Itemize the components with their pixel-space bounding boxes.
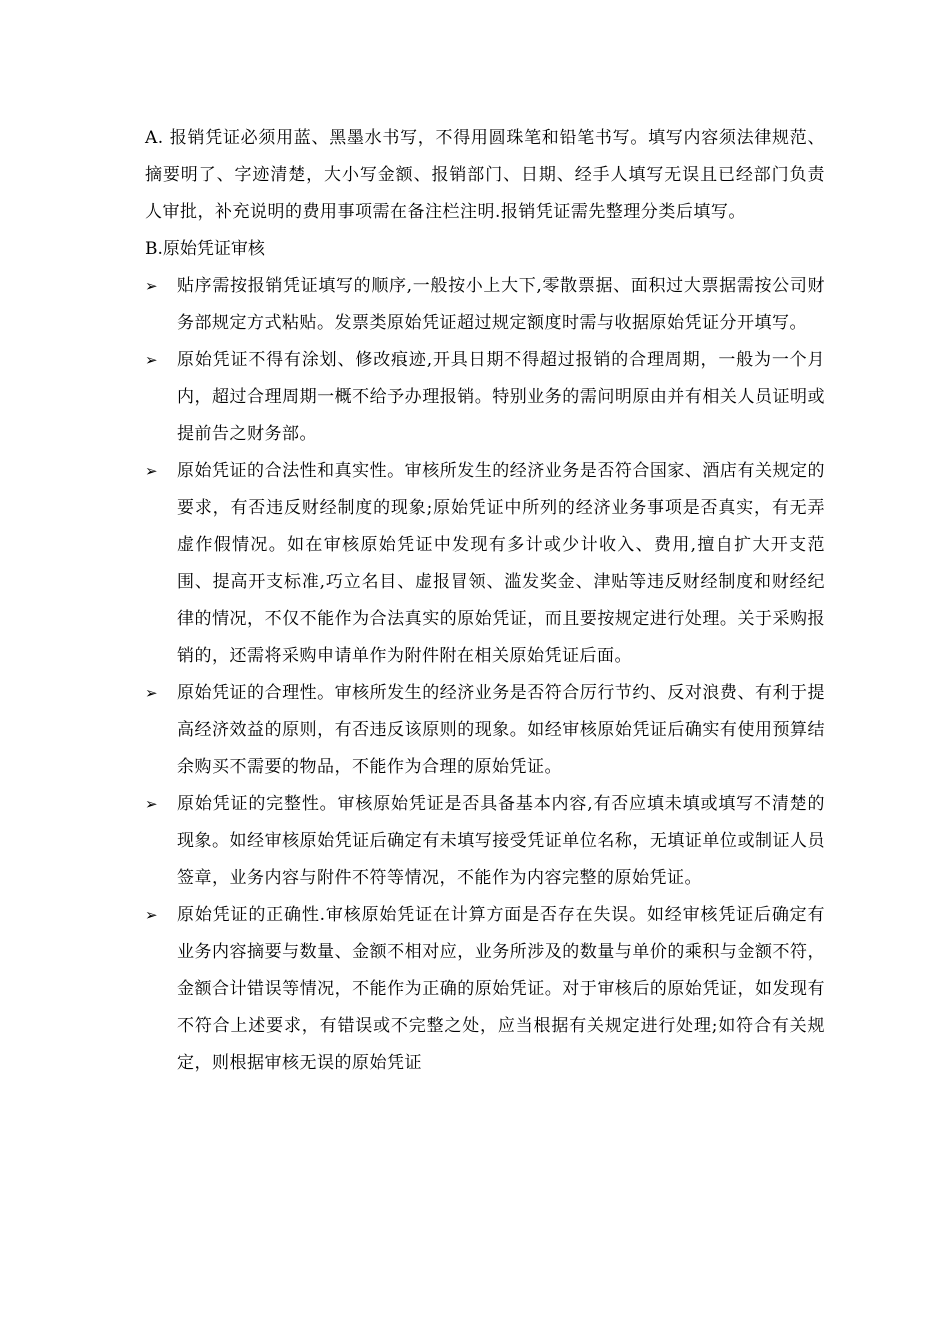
- arrow-bullet-icon: ➢: [145, 351, 159, 369]
- list-item-text: 原始凭证不得有涂划、修改痕迹,开具日期不得超过报销的合理周期，一般为一个月内，超过合理周期一概不给予办理报销。特别业务的需问明原由并有相关人员证明或提前告之财务部。: [177, 350, 825, 444]
- list-item: [145, 786, 825, 897]
- list-item-text: 原始凭证的完整性。审核原始凭证是否具备基本内容,有否应填未填或填写不清楚的现象。如经审核原始凭证后确定有未填写接受凭证单位名称，无填证单位或制证人员签章，业务内容与附件不符等情况，不能作为内容完整的原始凭证。: [177, 794, 825, 888]
- list-item-text: 原始凭证的合理性。审核所发生的经济业务是否符合厉行节约、反对浪费、有利于提高经济效益的原则，有否违反该原则的现象。如经审核原始凭证后确实有使用预算结余购买不需要的物品，不能作为合理的原始凭证。: [177, 683, 825, 777]
- list-item-text: 贴序需按报销凭证填写的顺序,一般按小上大下,零散票据、面积过大票据需按公司财务部规定方式粘贴。发票类原始凭证超过规定额度时需与收据原始凭证分开填写。: [177, 276, 825, 333]
- section-b-bullet-list: [145, 268, 825, 1082]
- section-b-heading: B.原始凭证审核: [145, 239, 265, 259]
- arrow-bullet-icon: ➢: [145, 795, 159, 813]
- arrow-bullet-icon: ➢: [145, 684, 159, 702]
- section-a-paragraph: A. 报销凭证必须用蓝、黑墨水书写，不得用圆珠笔和铅笔书写。填写内容须法律规范、摘要明了、字迹清楚，大小写金额、报销部门、日期、经手人填写无误且已经部门负责人审批，补充说明的费用事项需在备注栏注明.报销凭证需先整理分类后填写。: [145, 128, 825, 222]
- list-item: [145, 342, 825, 453]
- list-item: [145, 268, 825, 342]
- list-item-text: 原始凭证的合法性和真实性。审核所发生的经济业务是否符合国家、酒店有关规定的要求，有否违反财经制度的现象;原始凭证中所列的经济业务事项是否真实，有无弄虚作假情况。如在审核原始凭证中发现有多计或少计收入、费用,擅自扩大开支范围、提高开支标准,巧立名目、虚报冒领、滥发奖金、津贴等违反财经制度和财经纪律的情况，不仅不能作为合法真实的原始凭证，而且要按规定进行处理。关于采购报销的，还需将采购申请单作为附件附在相关原始凭证后面。: [177, 461, 825, 666]
- list-item-text: 原始凭证的正确性.审核原始凭证在计算方面是否存在失误。如经审核凭证后确定有业务内容摘要与数量、金额不相对应，业务所涉及的数量与单价的乘积与金额不符，金额合计错误等情况，不能作为正确的原始凭证。对于审核后的原始凭证，如发现有不符合上述要求，有错误或不完整之处，应当根据有关规定进行处理;如符合有关规定，则根据审核无误的原始凭证: [177, 905, 825, 1073]
- arrow-bullet-icon: ➢: [145, 906, 159, 924]
- list-item: [145, 675, 825, 786]
- arrow-bullet-icon: ➢: [145, 462, 159, 480]
- list-item: [145, 453, 825, 675]
- document-body: [145, 120, 825, 1082]
- list-item: [145, 897, 825, 1082]
- arrow-bullet-icon: ➢: [145, 277, 159, 295]
